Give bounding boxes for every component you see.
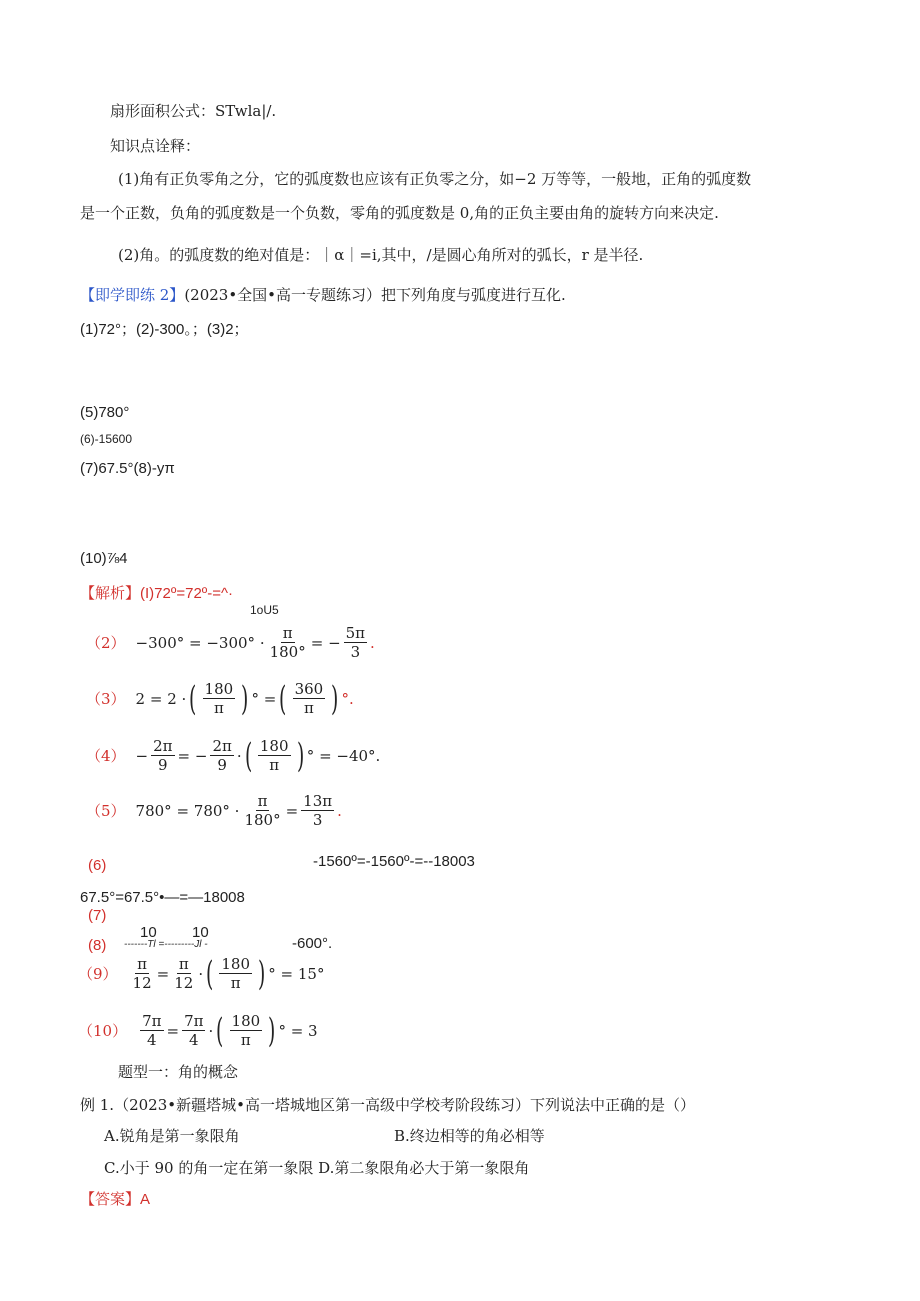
solution-label: （5） <box>86 802 126 820</box>
fraction-denominator: 3 <box>350 643 361 661</box>
question-1-3: (1)72°；(2)-300。；(3)2； <box>80 321 249 338</box>
expr-part: · <box>208 1021 214 1040</box>
solution-7-label: (7) <box>88 907 107 924</box>
fraction-denominator: π <box>213 699 224 717</box>
parenthesized-fraction: ( $\frac{180}{\pi}$ ) <box>189 678 249 719</box>
solution-6-text: -1560º=-1560º-=--18003 <box>313 853 475 870</box>
fraction-numerator: 180 <box>221 955 250 973</box>
fraction <box>140 1012 163 1049</box>
analysis-tag: 【解析】 <box>80 584 141 602</box>
expr-part: − <box>135 746 149 765</box>
fraction <box>268 624 308 661</box>
answer-line <box>80 1189 150 1210</box>
solution-5 <box>86 792 342 829</box>
sector-area-formula: 扇形面积公式：STwla|/. <box>110 102 277 120</box>
expr-end: . <box>337 801 342 820</box>
solution-label: （10） <box>78 1022 128 1040</box>
expr-part: 2 = 2 · <box>135 689 187 708</box>
expr-part: 780° = 780° · <box>135 801 240 820</box>
fraction-denominator: 3 <box>312 811 323 829</box>
fraction-numerator: 180 <box>204 680 234 698</box>
fraction-denominator: 180° <box>244 811 281 829</box>
solution-8-top-1: 10 <box>140 924 157 941</box>
example-1: 例 1.（2023•新疆塔城•高一塔城地区第一高级中学校考阶段练习）下列说法中正确的是（） <box>80 1096 695 1114</box>
expr-part: = <box>156 964 170 983</box>
solution-8-label: (8) <box>88 937 107 954</box>
practice-text: (2023•全国•高一专题练习）把下列角度与弧度进行互化. <box>184 286 566 304</box>
solution-2 <box>86 624 375 661</box>
expr-part: = − <box>177 746 208 765</box>
fraction <box>131 955 154 992</box>
parenthesized-fraction: ( $\frac{180}{\pi}$ ) <box>244 735 304 776</box>
question-6: (6)-15600 <box>80 432 133 446</box>
fraction-denominator: π <box>303 699 314 717</box>
solution-8-result: -600°. <box>292 935 333 952</box>
solution-3 <box>86 680 354 717</box>
expr-end: °. <box>341 689 354 708</box>
note-2: (2)角。的弧度数的绝对值是：｜α｜=i,其中，/是圆心角所对的弧长，r 是半径. <box>118 246 644 264</box>
fraction-numerator: 360 <box>294 680 324 698</box>
fraction-numerator: 13π <box>303 792 333 810</box>
answer-tag: 【答案】 <box>80 1190 141 1208</box>
question-5: (5)780° <box>80 404 130 421</box>
fraction-numerator: 2π <box>212 737 232 755</box>
parenthesized-fraction: ( $\frac{180}{\pi}$ ) <box>216 1010 276 1051</box>
fraction-denominator: π <box>230 974 241 992</box>
fraction-denominator: 9 <box>158 756 168 774</box>
fraction-denominator: 12 <box>174 974 194 992</box>
fraction <box>301 792 334 829</box>
solution-10 <box>78 1012 318 1049</box>
solution-label: （9） <box>78 965 118 983</box>
answer-value: A <box>140 1191 151 1208</box>
fraction-denominator: 4 <box>147 1031 157 1049</box>
solution-8-top-2: 10 <box>192 924 209 941</box>
fraction <box>182 1012 205 1049</box>
question-7-8: (7)67.5°(8)-yπ <box>80 460 175 477</box>
solution-label: （2） <box>86 634 126 652</box>
fraction-numerator: π <box>137 955 148 973</box>
fraction-denominator: 180° <box>269 643 306 661</box>
expr-part: = − <box>310 633 341 652</box>
fraction-denominator: π <box>240 1031 251 1049</box>
option-a: A.锐角是第一象限角 <box>104 1127 240 1145</box>
fraction-numerator: 180 <box>231 1012 261 1030</box>
expr-end: ° = −40°. <box>306 746 381 765</box>
solution-label: （3） <box>86 690 126 708</box>
fraction <box>151 737 174 774</box>
expr-end: . <box>370 633 375 652</box>
expr-end: ° = 15° <box>268 964 325 983</box>
expr-part: = <box>166 1021 180 1040</box>
practice-tag: 【即学即练 2】 <box>80 286 185 304</box>
fraction-denominator: π <box>269 756 280 774</box>
fraction-numerator: 7π <box>184 1012 204 1030</box>
fraction-denominator: 9 <box>217 756 227 774</box>
fraction-numerator: π <box>178 955 189 973</box>
parenthesized-fraction: ( $\frac{180}{\pi}$ ) <box>206 953 266 994</box>
fraction <box>242 792 282 829</box>
fraction <box>172 955 195 992</box>
note-1-line-a: (1)角有正负零角之分，它的弧度数也应该有正负零之分，如−2 万等等，一般地，正角的弧度数 <box>118 170 752 188</box>
fraction <box>210 737 233 774</box>
option-c-d: C.小于 90 的角一定在第一象限 D.第二象限角必大于第一象限角 <box>104 1159 530 1177</box>
type-heading: 题型一：角的概念 <box>118 1063 239 1081</box>
solution-4 <box>86 737 380 774</box>
note-1-line-b: 是一个正数，负角的弧度数是一个负数，零角的弧度数是 0,角的正负主要由角的旋转方向来决定. <box>80 204 719 222</box>
fraction-numerator: π <box>282 624 293 642</box>
solution-6-label: (6) <box>88 857 107 874</box>
note-title: 知识点诠释： <box>110 137 201 155</box>
expr-part: · <box>198 964 204 983</box>
fraction-numerator: 2π <box>153 737 173 755</box>
expr-part: ° = <box>251 689 277 708</box>
solution-8-middle: -------Tl =---------Jl - <box>124 939 208 950</box>
analysis-line-1 <box>80 583 233 604</box>
question-10: (10)⅞4 <box>80 550 128 567</box>
parenthesized-fraction: ( $\frac{360}{\pi}$ ) <box>279 678 339 719</box>
fraction <box>344 624 367 661</box>
fraction-numerator: 5π <box>345 624 366 642</box>
expr-end: ° = 3 <box>278 1021 318 1040</box>
practice-heading <box>80 285 566 305</box>
solution-7-text: 67.5°=67.5°•—=—18008 <box>80 889 245 906</box>
fraction-denominator: 12 <box>132 974 152 992</box>
solution-9 <box>78 955 324 992</box>
expr-part: · <box>236 746 242 765</box>
fraction-denominator: 4 <box>189 1031 199 1049</box>
option-b: B.终边相等的角必相等 <box>394 1127 545 1145</box>
expr-part: = <box>285 801 299 820</box>
fraction-numerator: 7π <box>142 1012 162 1030</box>
solution-label: （4） <box>86 747 126 765</box>
fraction-numerator: 180 <box>259 737 289 755</box>
analysis-step-1-sub: 1oU5 <box>250 603 279 617</box>
analysis-step-1: (I)72º=72º-=^· <box>140 585 234 602</box>
expr-part: −300° = −300° · <box>135 633 265 652</box>
fraction-numerator: π <box>257 792 268 810</box>
